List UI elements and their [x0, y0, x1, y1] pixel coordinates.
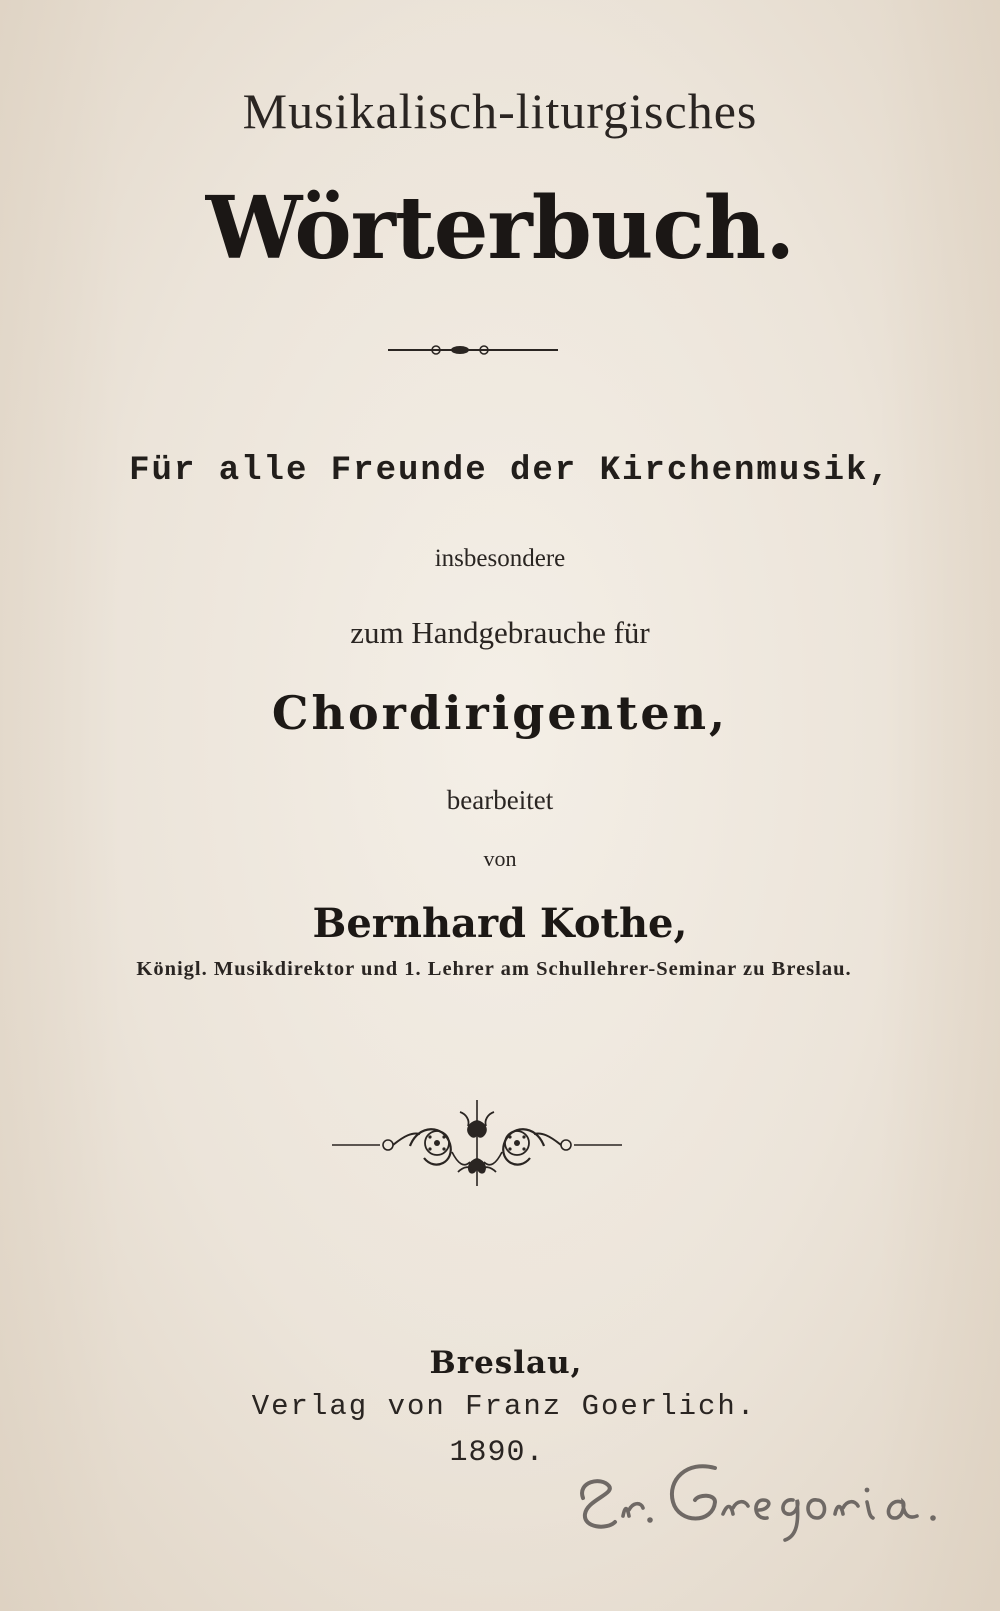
decorative-rule: [388, 340, 558, 360]
author-role: Königl. Musikdirektor und 1. Lehrer am Schullehrer-Seminar zu Breslau.: [136, 958, 852, 980]
publication-year: 1890.: [449, 1436, 545, 1470]
subtitle-line-4: Chordirigenten,: [271, 686, 729, 740]
subtitle-line-2: insbesondere: [434, 545, 566, 572]
handwritten-signature: [565, 1440, 965, 1560]
subtitle-line-3: zum Handgebrauche für: [350, 615, 650, 650]
book-title-line-2: Wörterbuch.: [205, 178, 795, 279]
publisher: Verlag von Franz Goerlich.: [251, 1390, 757, 1423]
floral-ornament-icon: [332, 1100, 622, 1190]
subtitle-line-5: bearbeitet: [446, 785, 554, 815]
subtitle-line-6: von: [483, 846, 517, 871]
publication-place: Breslau,: [429, 1345, 583, 1381]
book-title-line-1: Musikalisch-liturgisches: [242, 83, 758, 139]
author-name: Bernhard Kothe,: [312, 900, 688, 947]
subtitle-line-1: Für alle Freunde der Kirchenmusik,: [129, 452, 891, 490]
